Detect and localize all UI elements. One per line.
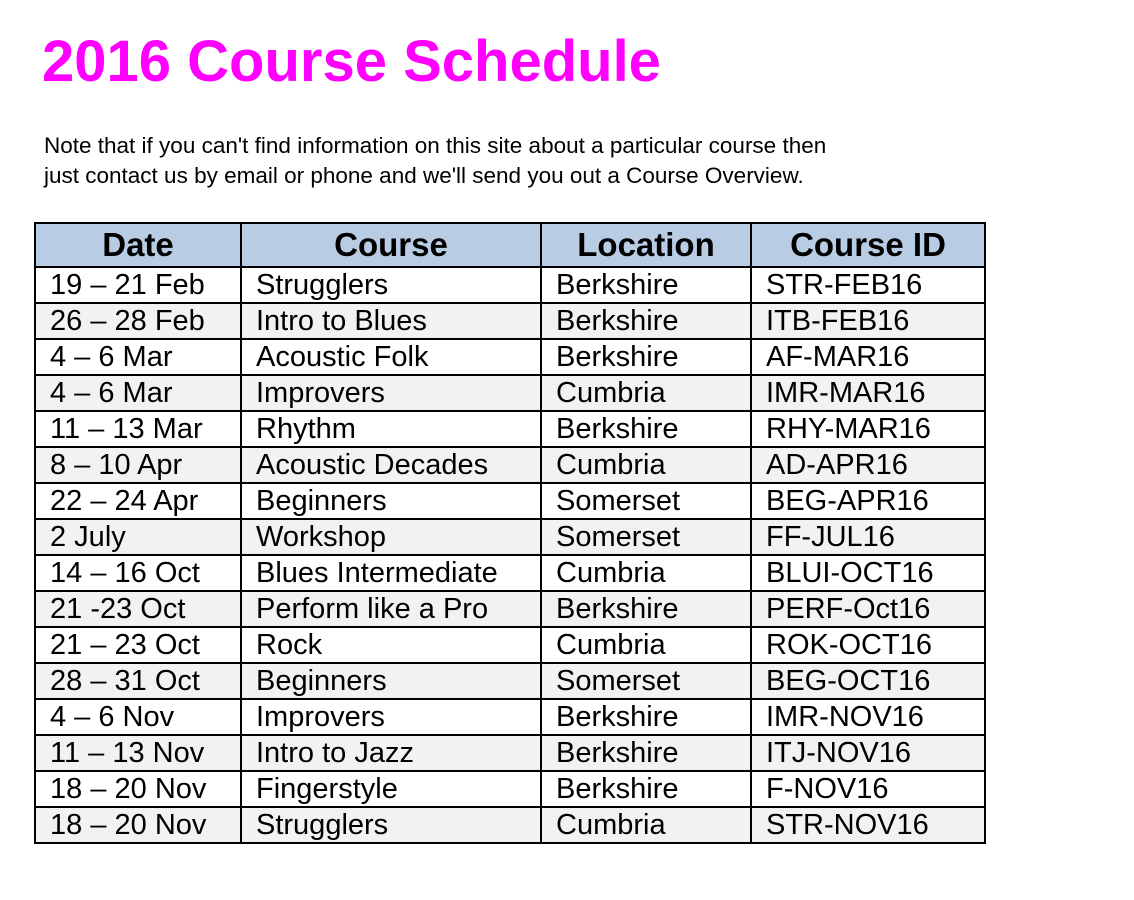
column-header-location: Location — [541, 223, 751, 267]
cell-location: Berkshire — [541, 411, 751, 447]
intro-note-line-1: Note that if you can't find information on this site about a particular course then — [44, 133, 827, 158]
cell-course: Improvers — [241, 375, 541, 411]
cell-course-id: F-NOV16 — [751, 771, 985, 807]
cell-course-id: RHY-MAR16 — [751, 411, 985, 447]
cell-course-id: STR-FEB16 — [751, 267, 985, 303]
column-header-course: Course — [241, 223, 541, 267]
cell-course-id: STR-NOV16 — [751, 807, 985, 843]
cell-course: Fingerstyle — [241, 771, 541, 807]
cell-course: Improvers — [241, 699, 541, 735]
cell-location: Berkshire — [541, 771, 751, 807]
cell-location: Somerset — [541, 663, 751, 699]
cell-date: 26 – 28 Feb — [35, 303, 241, 339]
cell-course-id: BEG-OCT16 — [751, 663, 985, 699]
table-row — [35, 411, 985, 447]
cell-course-id: AF-MAR16 — [751, 339, 985, 375]
cell-course: Intro to Blues — [241, 303, 541, 339]
cell-date: 22 – 24 Apr — [35, 483, 241, 519]
cell-course: Beginners — [241, 663, 541, 699]
cell-course: Strugglers — [241, 807, 541, 843]
cell-date: 21 – 23 Oct — [35, 627, 241, 663]
cell-course: Rock — [241, 627, 541, 663]
table-row — [35, 627, 985, 663]
cell-date: 8 – 10 Apr — [35, 447, 241, 483]
cell-course-id: PERF-Oct16 — [751, 591, 985, 627]
table-row — [35, 375, 985, 411]
intro-note-line-2: just contact us by email or phone and we'll send you out a Course Overview. — [44, 163, 804, 188]
cell-location: Cumbria — [541, 447, 751, 483]
cell-date: 2 July — [35, 519, 241, 555]
table-row — [35, 447, 985, 483]
cell-course: Strugglers — [241, 267, 541, 303]
column-header-course-id: Course ID — [751, 223, 985, 267]
cell-date: 11 – 13 Mar — [35, 411, 241, 447]
cell-date: 11 – 13 Nov — [35, 735, 241, 771]
cell-course-id: AD-APR16 — [751, 447, 985, 483]
cell-location: Somerset — [541, 519, 751, 555]
cell-course: Workshop — [241, 519, 541, 555]
cell-course: Perform like a Pro — [241, 591, 541, 627]
cell-course-id: IMR-NOV16 — [751, 699, 985, 735]
cell-date: 14 – 16 Oct — [35, 555, 241, 591]
cell-course: Beginners — [241, 483, 541, 519]
cell-location: Cumbria — [541, 807, 751, 843]
cell-location: Berkshire — [541, 591, 751, 627]
cell-course-id: ITJ-NOV16 — [751, 735, 985, 771]
cell-course-id: BEG-APR16 — [751, 483, 985, 519]
cell-date: 4 – 6 Nov — [35, 699, 241, 735]
table-row — [35, 699, 985, 735]
table-row — [35, 591, 985, 627]
table-row — [35, 555, 985, 591]
table-row — [35, 339, 985, 375]
cell-date: 4 – 6 Mar — [35, 339, 241, 375]
table-row — [35, 519, 985, 555]
column-header-date: Date — [35, 223, 241, 267]
table-row — [35, 735, 985, 771]
cell-course-id: IMR-MAR16 — [751, 375, 985, 411]
table-row — [35, 303, 985, 339]
cell-date: 28 – 31 Oct — [35, 663, 241, 699]
cell-course: Blues Intermediate — [241, 555, 541, 591]
cell-date: 18 – 20 Nov — [35, 771, 241, 807]
table-header-row — [35, 223, 985, 267]
cell-date: 18 – 20 Nov — [35, 807, 241, 843]
table-row — [35, 771, 985, 807]
cell-course-id: FF-JUL16 — [751, 519, 985, 555]
cell-course: Rhythm — [241, 411, 541, 447]
cell-location: Berkshire — [541, 735, 751, 771]
cell-date: 21 -23 Oct — [35, 591, 241, 627]
cell-location: Berkshire — [541, 267, 751, 303]
table-row — [35, 267, 985, 303]
cell-location: Berkshire — [541, 339, 751, 375]
table-body — [35, 267, 985, 843]
cell-course-id: ITB-FEB16 — [751, 303, 985, 339]
table-row — [35, 807, 985, 843]
cell-date: 19 – 21 Feb — [35, 267, 241, 303]
cell-date: 4 – 6 Mar — [35, 375, 241, 411]
cell-course: Intro to Jazz — [241, 735, 541, 771]
page-title: 2016 Course Schedule — [42, 29, 661, 94]
table-row — [35, 663, 985, 699]
cell-course: Acoustic Decades — [241, 447, 541, 483]
cell-location: Berkshire — [541, 699, 751, 735]
table-row — [35, 483, 985, 519]
intro-note — [44, 131, 826, 191]
cell-course: Acoustic Folk — [241, 339, 541, 375]
course-schedule-table — [34, 222, 986, 844]
cell-location: Somerset — [541, 483, 751, 519]
cell-course-id: BLUI-OCT16 — [751, 555, 985, 591]
cell-location: Cumbria — [541, 627, 751, 663]
cell-location: Berkshire — [541, 303, 751, 339]
cell-location: Cumbria — [541, 375, 751, 411]
cell-location: Cumbria — [541, 555, 751, 591]
cell-course-id: ROK-OCT16 — [751, 627, 985, 663]
